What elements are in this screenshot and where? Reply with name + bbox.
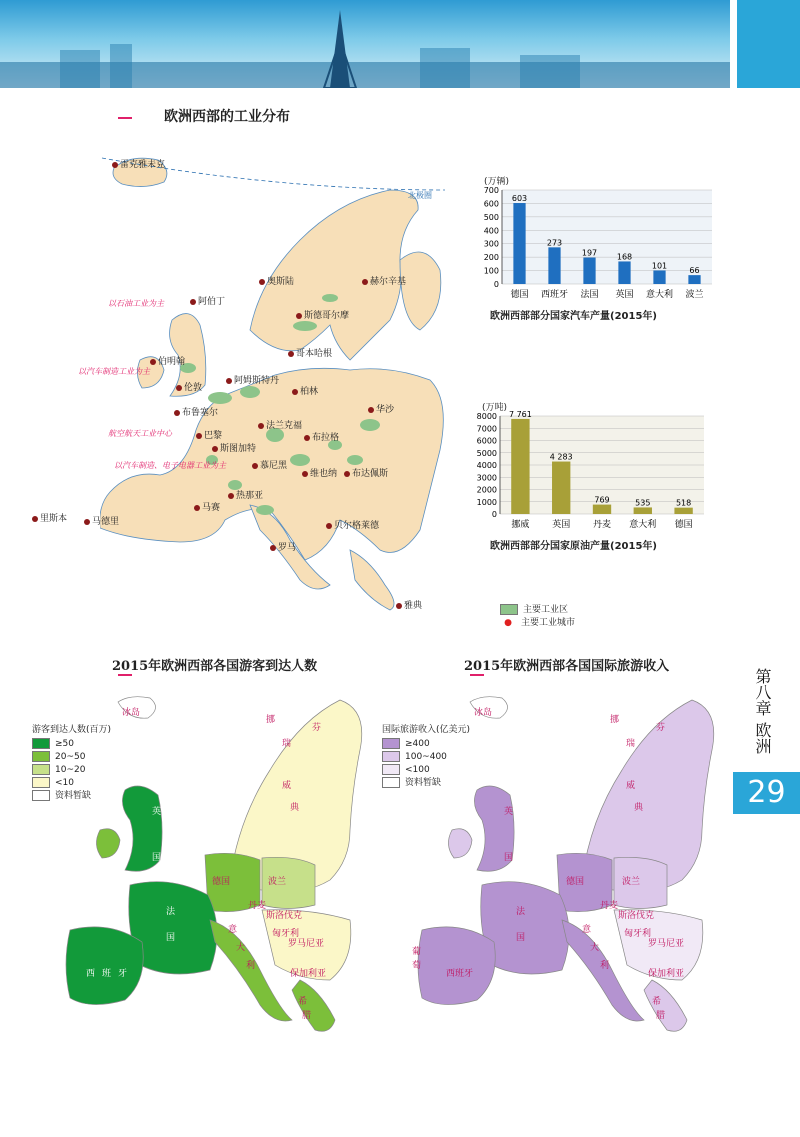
data-label: 101: [651, 261, 668, 271]
country-label: 德国: [212, 877, 231, 887]
tourists-legend-row: 20~50: [32, 751, 111, 764]
city-genoa: 热那亚: [228, 488, 263, 501]
city-athens: 雅典: [396, 598, 422, 611]
title-dash-2: [118, 674, 132, 676]
country-label: 利: [246, 961, 256, 971]
country-label: 葡: [412, 947, 422, 957]
y-tick-label: 500: [483, 212, 499, 222]
city-reykjavik: 雷克雅未克: [112, 157, 165, 170]
tourists-legend: [32, 722, 111, 803]
chapter-tab: [737, 0, 800, 88]
industry-map: [100, 130, 460, 630]
city-belgrade: 贝尔格莱德: [326, 518, 379, 531]
chart-plot-area: [502, 190, 712, 284]
country-label: 萄: [412, 961, 422, 971]
y-tick-label: 0: [493, 280, 499, 289]
city-warsaw: 华沙: [368, 402, 394, 415]
country-label: 瑞: [626, 739, 636, 749]
country-label: 冰岛: [122, 708, 141, 718]
bar: [653, 270, 665, 284]
annotation-oil: 以石油工业为主: [108, 299, 164, 308]
country-label: 匈牙利: [272, 929, 300, 939]
data-label: 769: [594, 495, 610, 505]
y-tick-label: 600: [483, 199, 499, 209]
country-label: 意: [228, 925, 238, 935]
country-label: 罗马尼亚: [648, 939, 685, 949]
oil-chart-unit: (万吨): [482, 403, 508, 413]
country-label: 匈牙利: [624, 929, 652, 939]
city-budapest: 布达佩斯: [344, 466, 388, 479]
bar: [511, 419, 529, 514]
title-dash: [118, 117, 132, 119]
country-label: 罗马尼亚: [288, 939, 325, 949]
city-aberdeen: 阿伯丁: [190, 294, 225, 307]
country-label: 萄: [56, 961, 66, 971]
chapter-label: [742, 668, 782, 754]
car-production-chart: [478, 184, 718, 302]
x-category-label: 德国: [510, 290, 529, 300]
industry-legend: [500, 604, 575, 630]
country-label: 大: [590, 943, 600, 953]
country-label: 典: [290, 803, 300, 813]
y-tick-label: 6000: [476, 436, 497, 446]
bar: [583, 258, 595, 284]
chapter-region: 欧洲: [753, 722, 772, 754]
arctic-circle-label: 北极圈: [408, 191, 432, 200]
bar: [552, 462, 570, 514]
annotation-aerospace: 航空航天工业中心: [108, 429, 172, 438]
country-label: 班: [102, 969, 112, 979]
tourists-legend-row: <10: [32, 777, 111, 790]
annotation-car: 以汽车制造工业为主: [78, 367, 150, 376]
bar: [513, 203, 525, 284]
bar: [548, 247, 560, 284]
country-label: 腊: [302, 1011, 312, 1021]
city-munich: 慕尼黑: [252, 458, 287, 471]
y-tick-label: 700: [483, 186, 499, 195]
data-label: 66: [689, 266, 700, 276]
country-label: 挪: [266, 715, 276, 725]
income-legend-row: 资料暂缺: [382, 777, 470, 790]
country-label: 国: [166, 933, 176, 943]
country-label: 法: [516, 907, 526, 917]
x-category-label: 意大利: [629, 520, 657, 530]
country-label: 威: [282, 781, 292, 791]
y-tick-label: 7000: [476, 424, 497, 434]
country-label: 国: [516, 933, 526, 943]
y-tick-label: 100: [483, 266, 499, 276]
data-label: 273: [546, 238, 563, 248]
y-tick-label: 8000: [476, 412, 497, 421]
city-birmingham: 伯明翰: [150, 354, 185, 367]
x-category-label: 意大利: [645, 290, 674, 300]
country-label: 利: [600, 961, 610, 971]
city-amsterdam: 阿姆斯特丹: [226, 373, 279, 386]
y-tick-label: 2000: [476, 485, 497, 495]
income-legend-row: <100: [382, 764, 470, 777]
city-stuttgart: 斯图加特: [212, 441, 256, 454]
country-label: 瑞: [282, 739, 292, 749]
tourists-map-title: 2015年欧洲西部各国游客到达人数: [112, 659, 318, 674]
tourists-legend-row: 10~20: [32, 764, 111, 777]
country-label: 葡: [56, 947, 66, 957]
bar: [593, 505, 611, 514]
x-category-label: 英国: [552, 520, 571, 530]
country-label: 波兰: [622, 877, 641, 887]
income-legend-row: 100~400: [382, 751, 470, 764]
city-helsinki: 赫尔辛基: [362, 274, 406, 287]
data-label: 197: [581, 248, 598, 258]
y-tick-label: 5000: [476, 448, 497, 458]
city-marseille: 马赛: [194, 500, 220, 513]
y-tick-label: 200: [483, 253, 499, 263]
x-category-label: 波兰: [685, 290, 704, 300]
y-tick-label: 400: [483, 226, 499, 236]
data-label: 518: [675, 498, 692, 508]
oil-chart-caption: 欧洲西部部分国家原油产量(2015年): [490, 541, 657, 552]
y-tick-label: 4000: [476, 461, 497, 470]
country-label: 丹麦: [248, 901, 267, 911]
legend-industry-zone: 主要工业区: [500, 604, 575, 617]
country-label: 波兰: [268, 877, 287, 887]
bar: [634, 507, 652, 514]
y-tick-label: 3000: [476, 473, 497, 483]
industry-map-title: 欧洲西部的工业分布: [164, 109, 290, 125]
country-label: 德国: [566, 877, 585, 887]
y-tick-label: 300: [483, 239, 499, 249]
country-label: 斯洛伐克: [266, 911, 303, 921]
country-label: 希: [652, 997, 662, 1007]
country-label: 国: [152, 853, 162, 863]
data-label: 4 283: [549, 452, 573, 462]
data-label: 7 761: [508, 410, 532, 419]
country-label: 典: [634, 803, 644, 813]
city-frankfurt: 法兰克福: [258, 418, 302, 431]
country-label: 丹麦: [600, 901, 619, 911]
city-stockholm: 斯德哥尔摩: [296, 308, 349, 321]
oil-production-chart: [470, 410, 710, 532]
x-category-label: 德国: [674, 520, 693, 530]
x-category-label: 丹麦: [592, 520, 612, 530]
title-dash-3: [470, 674, 484, 676]
bar: [618, 261, 630, 284]
city-rome: 罗马: [270, 540, 296, 553]
y-tick-label: 0: [491, 510, 497, 519]
country-label: 腊: [656, 1011, 666, 1021]
x-category-label: 西班牙: [540, 290, 569, 300]
country-label: 冰岛: [474, 708, 493, 718]
country-label: 西班牙: [446, 969, 474, 979]
legend-industry-city: ● 主要工业城市: [504, 618, 576, 628]
country-label: 芬: [312, 723, 322, 733]
bar: [688, 275, 700, 284]
city-copenhagen: 哥本哈根: [288, 346, 332, 359]
country-label: 法: [166, 907, 176, 917]
city-paris: 巴黎: [196, 428, 222, 441]
tourism-income-map-title: 2015年欧洲西部各国国际旅游收入: [464, 659, 670, 674]
country-label: 威: [626, 781, 636, 791]
income-legend: [382, 722, 470, 790]
country-label: 牙: [118, 969, 128, 979]
chapter-title: 第八章: [753, 668, 772, 716]
tourists-legend-row: 资料暂缺: [32, 790, 111, 803]
annotation-car-electronics: 以汽车制造、电子电器工业为主: [114, 461, 226, 470]
city-oslo: 奥斯陆: [259, 274, 294, 287]
header-banner: [0, 0, 730, 88]
city-vienna: 维也纳: [302, 466, 337, 479]
income-legend-title: 国际旅游收入(亿美元): [382, 725, 471, 735]
tourists-legend-title: 游客到达人数(百万): [32, 725, 112, 735]
city-prague: 布拉格: [304, 430, 339, 443]
city-lisbon: 里斯本: [32, 511, 67, 524]
country-label: 希: [298, 997, 308, 1007]
page-number: 29: [733, 772, 800, 814]
data-label: 603: [511, 194, 528, 204]
city-berlin: 柏林: [292, 384, 318, 397]
car-chart-caption: 欧洲西部部分国家汽车产量(2015年): [490, 311, 657, 322]
country-label: 英: [152, 807, 162, 817]
country-label: 意: [582, 925, 592, 935]
country-label: 保加利亚: [290, 969, 327, 979]
city-brussels: 布鲁塞尔: [174, 405, 218, 418]
x-category-label: 法国: [580, 290, 599, 300]
country-label: 大: [236, 943, 246, 953]
x-category-label: 英国: [615, 290, 634, 300]
country-label: 英: [504, 807, 514, 817]
country-label: 国: [504, 853, 514, 863]
country-label: 挪: [610, 715, 620, 725]
country-label: 西: [86, 969, 96, 979]
country-label: 斯洛伐克: [618, 911, 655, 921]
income-legend-row: ≥400: [382, 738, 470, 751]
car-chart-unit: (万辆): [484, 177, 510, 187]
city-london: 伦敦: [176, 380, 202, 393]
y-tick-label: 1000: [476, 497, 497, 507]
data-label: 168: [616, 252, 633, 262]
country-label: 芬: [656, 723, 666, 733]
tourists-legend-row: ≥50: [32, 738, 111, 751]
city-madrid: 马德里: [84, 514, 119, 527]
bar: [674, 508, 692, 514]
data-label: 535: [635, 498, 651, 508]
eiffel-skyline-image: [0, 0, 730, 88]
country-label: 保加利亚: [648, 969, 685, 979]
x-category-label: 挪威: [511, 520, 530, 530]
